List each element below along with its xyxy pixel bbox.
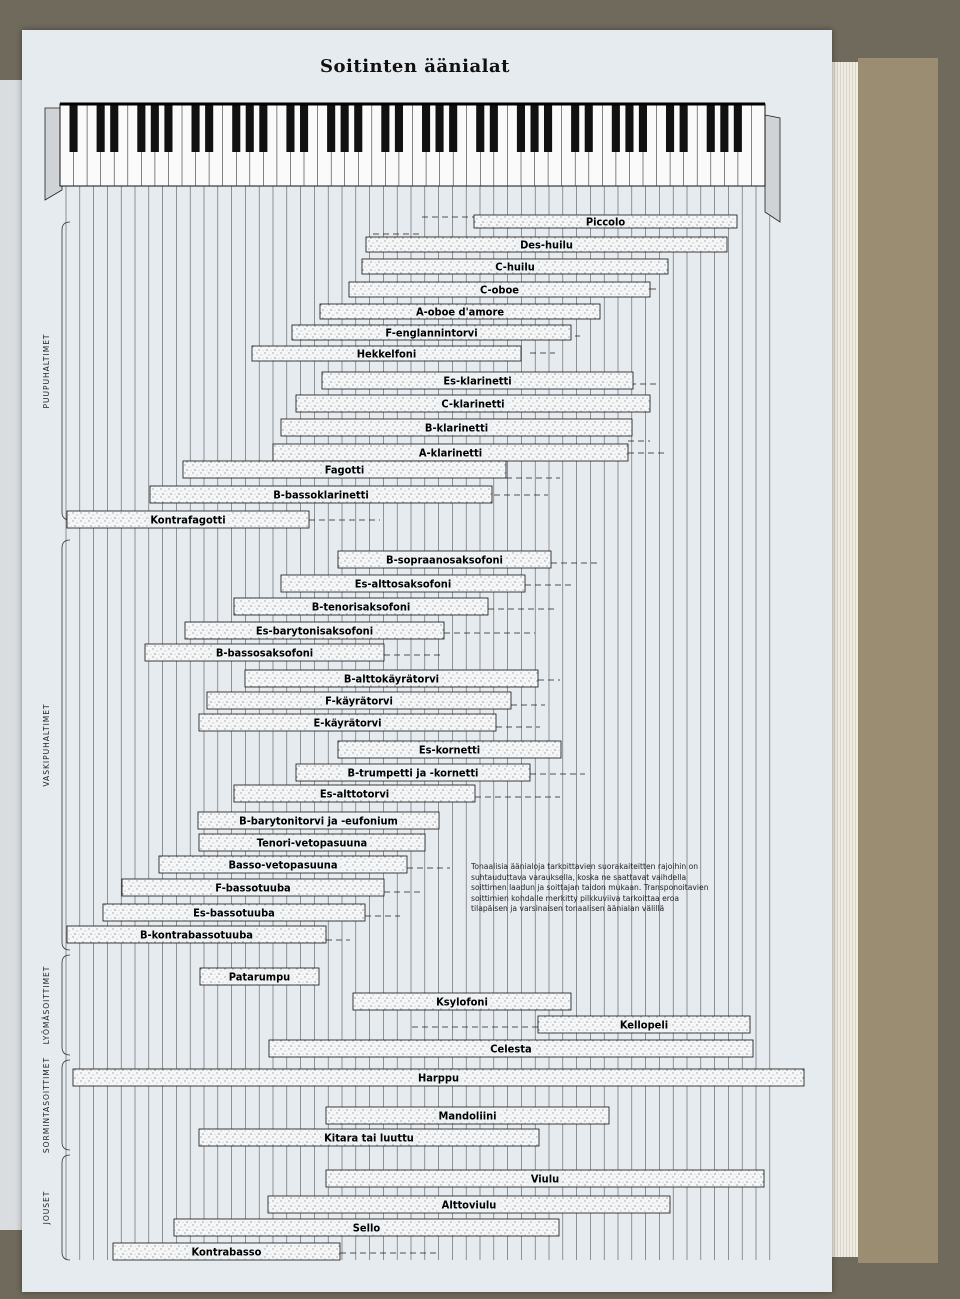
section-label: JOUSET — [42, 1190, 51, 1225]
instrument-range-bar — [67, 511, 309, 528]
instrument-label: Es-klarinetti — [443, 374, 512, 388]
instrument-range-bar — [174, 1219, 559, 1236]
instrument-range-bar — [113, 1243, 340, 1260]
instrument-label: Es-alttotorvi — [319, 787, 390, 801]
instrument-label: Es-barytonisaksofoni — [255, 624, 374, 638]
instrument-range-bar — [207, 692, 511, 709]
instrument-range-bar — [326, 1170, 764, 1187]
instrument-range-bar — [200, 968, 319, 985]
instrument-label: B-bassoklarinetti — [273, 488, 369, 502]
instrument-range-bar — [199, 834, 425, 851]
instrument-range-bar — [67, 926, 326, 943]
instrument-range-bar — [122, 879, 384, 896]
instrument-label: B-tenorisaksofoni — [311, 600, 411, 614]
instrument-label: Ksylofoni — [436, 995, 488, 1009]
instrument-label: Kontrafagotti — [150, 513, 226, 527]
instrument-label: Tenori-vetopasuuna — [256, 836, 368, 850]
instrument-range-bar — [296, 395, 650, 412]
instrument-label: Kontrabasso — [191, 1245, 262, 1259]
instrument-range-bar — [199, 1129, 539, 1146]
instrument-range-bar — [281, 575, 525, 592]
section-label: VASKIPUHALTIMET — [42, 703, 51, 787]
instrument-label: F-bassotuuba — [215, 881, 291, 895]
instrument-range-bar — [268, 1196, 670, 1213]
section-label: LYÖMÄSOITTIMET — [42, 965, 51, 1045]
instrument-label: Es-bassotuuba — [193, 906, 275, 920]
instrument-label: Piccolo — [585, 215, 626, 229]
instrument-range-bar — [326, 1107, 609, 1124]
instrument-label: Es-alttosaksofoni — [354, 577, 452, 591]
explanatory-note: Tonaalisia äänialoja tarkoittavien suorakaiteitten rajoihin on suhtauduttava varauksella, koska ne saattavat vaihdella soittimen laadun ja soittajan taidon mukaan. Transponoitavien soittimien kohdalle merkitty pilkkuviiva tarkoittaa eroa tilapäisen ja varsinaisen tonaalisen äänialan välillä — [471, 862, 709, 913]
instrument-range-bar — [150, 486, 492, 503]
instrument-range-bar — [269, 1040, 753, 1057]
instrument-range-bar — [245, 670, 538, 687]
instrument-range-bar — [145, 644, 384, 661]
instrument-range-bar — [366, 237, 727, 252]
instrument-label: Hekkelfoni — [356, 347, 417, 361]
instrument-label: A-klarinetti — [418, 446, 483, 460]
instrument-label: F-käyrätorvi — [325, 694, 393, 708]
instrument-range-bar — [338, 551, 551, 568]
instrument-range-bar — [183, 461, 506, 478]
instrument-label: Mandoliini — [438, 1109, 497, 1123]
instrument-label: B-klarinetti — [424, 421, 489, 435]
instrument-range-bar — [296, 764, 530, 781]
instrument-range-bar — [281, 419, 632, 436]
instrument-range-bar — [73, 1069, 804, 1086]
instrument-label: Es-kornetti — [418, 743, 481, 757]
instrument-label: F-englannintorvi — [385, 326, 478, 340]
instrument-label: Des-huilu — [520, 238, 573, 252]
instrument-label: Harppu — [417, 1071, 460, 1085]
instrument-label: Kitara tai luuttu — [324, 1131, 414, 1145]
range-bars — [67, 215, 804, 1260]
instrument-range-bar — [538, 1016, 750, 1033]
instrument-range-bar — [338, 741, 561, 758]
instrument-range-bar — [103, 904, 365, 921]
instrument-range-bar — [292, 325, 571, 340]
instrument-label: B-sopraanosaksofoni — [386, 553, 503, 567]
instrument-range-bar — [474, 215, 737, 229]
instrument-label: Sello — [352, 1221, 381, 1235]
instrument-range-bar — [234, 785, 475, 802]
instrument-label: E-käyrätorvi — [313, 716, 382, 730]
instrument-range-bar — [273, 444, 628, 461]
instrument-label: Celesta — [490, 1042, 532, 1056]
instrument-label: B-trumpetti ja -kornetti — [347, 766, 479, 780]
instrument-range-bar — [320, 304, 600, 319]
section-label: PUUPUHALTIMET — [42, 333, 51, 409]
instrument-label: Kellopeli — [619, 1018, 669, 1032]
instrument-range-bar — [362, 259, 668, 274]
instrument-range-bar — [198, 812, 439, 829]
instrument-range-bar — [159, 856, 407, 873]
instrument-label: B-bassosaksofoni — [215, 646, 314, 660]
instrument-range-bar — [349, 282, 650, 297]
instrument-label: A-oboe d'amore — [415, 305, 505, 319]
instrument-label: B-alttokäyrätorvi — [343, 672, 440, 686]
instrument-label: Viulu — [530, 1172, 560, 1186]
instrument-range-bar — [234, 598, 488, 615]
instrument-range-bar — [199, 714, 496, 731]
instrument-range-bar — [322, 372, 633, 389]
instrument-range-bar — [252, 346, 521, 361]
instrument-range-bar — [185, 622, 444, 639]
piano-keyboard — [45, 104, 780, 222]
instrument-label: Basso-vetopasuuna — [228, 858, 338, 872]
instrument-range-bar — [353, 993, 571, 1010]
instrument-label: C-huilu — [495, 260, 535, 274]
instrument-label: C-klarinetti — [441, 397, 505, 411]
section-label: SORMINTASOITTIMET — [42, 1056, 51, 1154]
page-title: Soitinten äänialat — [320, 56, 510, 77]
instrument-label: C-oboe — [479, 283, 520, 297]
instrument-label: B-kontrabassotuuba — [139, 928, 254, 942]
instrument-label: Fagotti — [324, 463, 365, 477]
instrument-label: B-barytonitorvi ja -eufonium — [239, 814, 398, 828]
instrument-label: Patarumpu — [228, 970, 291, 984]
instrument-label: Alttoviulu — [441, 1198, 497, 1212]
